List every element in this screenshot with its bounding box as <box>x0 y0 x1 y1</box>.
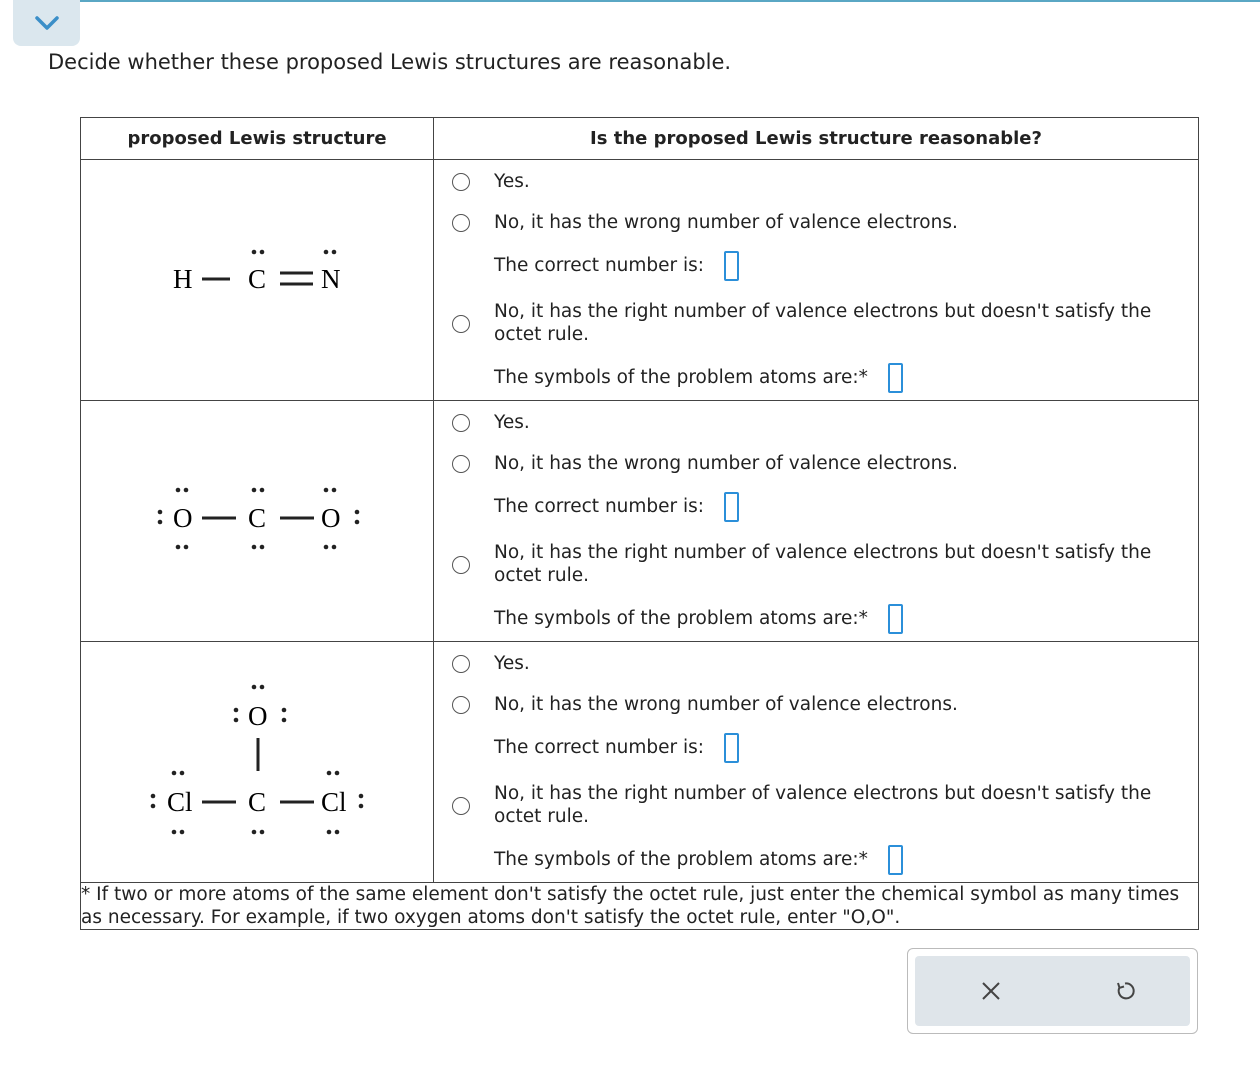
collapse-button[interactable] <box>13 0 80 46</box>
correct-number-input[interactable] <box>724 492 739 522</box>
radio-wrong-count[interactable] <box>452 696 470 714</box>
lone-pairs <box>252 250 337 255</box>
undo-button[interactable] <box>1105 971 1145 1011</box>
atom-label: C <box>248 787 267 817</box>
lewis-structure-cocl2 <box>81 642 433 882</box>
table-row: O Cl C Cl Yes. No, it has the wrong number of valence electrons. The correct number is: No, it has the right number of valence electrons but doesn't satisfy the octet rule. The symbols of the problem atoms are:* <box>81 642 1199 883</box>
radio-octet[interactable] <box>452 797 470 815</box>
atom-label: O <box>173 503 193 533</box>
radio-yes[interactable] <box>452 173 470 191</box>
problem-atoms-input[interactable] <box>888 363 903 393</box>
atom-label: N <box>321 264 341 294</box>
footnote: * If two or more atoms of the same element don't satisfy the octet rule, just enter the chemical symbol as many times as necessary. For example, if two oxygen atoms don't satisfy the octet rule, enter "O,O". <box>81 883 1199 930</box>
clear-button[interactable] <box>971 971 1011 1011</box>
question-prompt: Decide whether these proposed Lewis structures are reasonable. <box>48 50 732 74</box>
header-question: Is the proposed Lewis structure reasonable? <box>434 118 1199 160</box>
lewis-table <box>80 117 1199 930</box>
radio-octet[interactable] <box>452 556 470 574</box>
atom-label: Cl <box>321 787 347 817</box>
radio-wrong-count[interactable] <box>452 455 470 473</box>
correct-number-input[interactable] <box>724 251 739 281</box>
answer-toolbar <box>907 948 1198 1034</box>
atom-label: C <box>248 264 267 294</box>
radio-yes[interactable] <box>452 655 470 673</box>
problem-atoms-input[interactable] <box>888 845 903 875</box>
lewis-structure-oco <box>81 401 433 641</box>
atom-label: O <box>321 503 341 533</box>
atom-label: O <box>248 701 268 731</box>
lewis-structure-hcn <box>81 160 433 400</box>
problem-atoms-input[interactable] <box>888 604 903 634</box>
radio-yes[interactable] <box>452 414 470 432</box>
atom-label: H <box>173 264 193 294</box>
chevron-down-icon <box>34 15 60 31</box>
undo-icon <box>1113 979 1137 1003</box>
radio-wrong-count[interactable] <box>452 214 470 232</box>
correct-number-input[interactable] <box>724 733 739 763</box>
atom-label: Cl <box>167 787 193 817</box>
top-divider <box>80 0 1260 2</box>
table-row: O C O Yes. No, it has the wrong number of valence electrons. The correct number is: No, it has the right number of valence electrons but doesn't satisfy the octet rule. The symbols of the problem atoms are:* <box>81 401 1199 642</box>
table-row: H C N Yes. No, it has the wrong number of valence electrons. The correct number is: No, it has the right number of valence electrons but doesn't satisfy the octet rule. The symbols of the problem atoms are:* <box>81 160 1199 401</box>
header-structure: proposed Lewis structure <box>81 118 434 160</box>
radio-octet[interactable] <box>452 315 470 333</box>
x-icon <box>980 980 1002 1002</box>
atom-label: C <box>248 503 267 533</box>
